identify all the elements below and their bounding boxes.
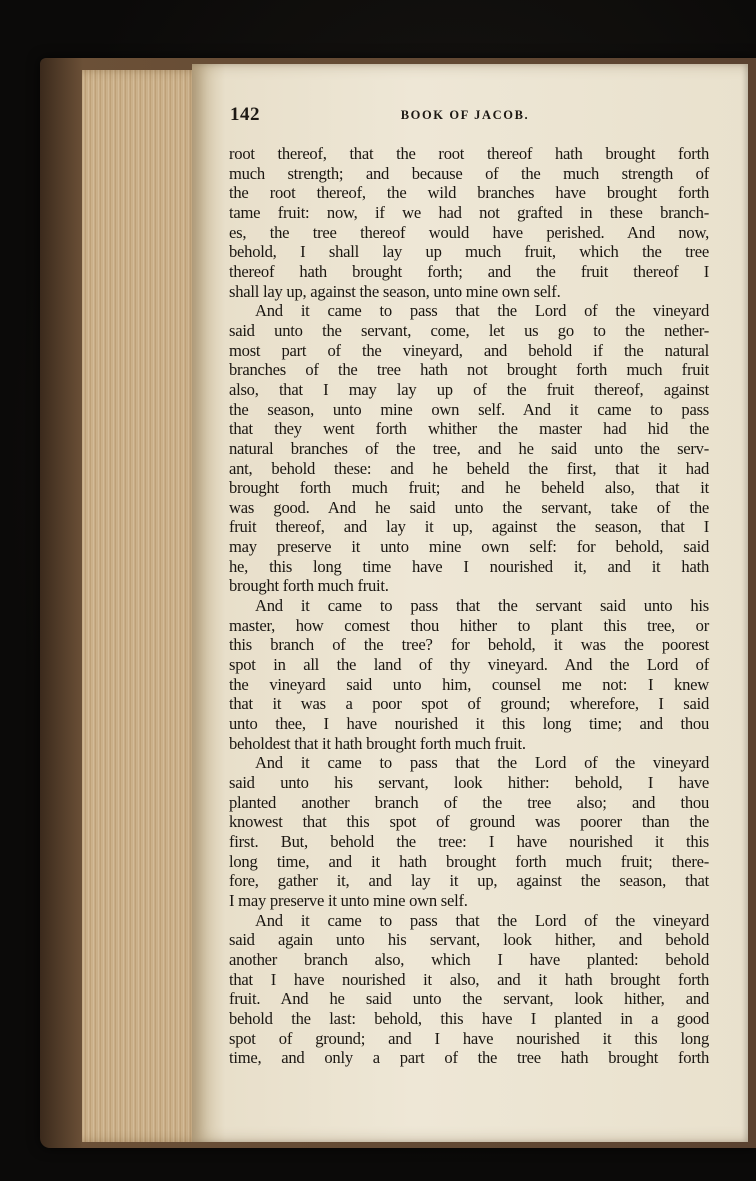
text-line: the season, unto mine own self. And it came to pass: [229, 399, 709, 419]
text-line: was good. And he said unto the servant, take of the: [229, 497, 709, 517]
text-line: long time, and it hath brought forth much fruit; there-: [229, 851, 709, 871]
text-line: And it came to pass that the servant said unto his: [255, 596, 709, 616]
running-head: BOOK OF JACOB.: [400, 108, 530, 122]
text-line: said again unto his servant, look hither, and behold: [229, 930, 709, 950]
text-line: this branch of the tree? for behold, it was the poorest: [229, 635, 709, 655]
text-line: that it was a poor spot of ground; wherefore, I said: [229, 694, 709, 714]
text-line: beholdest that it hath brought forth much fruit.: [229, 733, 526, 753]
text-line: first. But, behold the tree: I have nourished it this: [229, 831, 709, 851]
text-line: behold the last: behold, this have I planted in a good: [229, 1008, 709, 1028]
text-line: most part of the vineyard, and behold if the natural: [229, 340, 709, 360]
text-line: said unto his servant, look hither: behold, I have: [229, 773, 709, 792]
text-line: also, that I may lay up of the fruit thereof, against: [229, 379, 709, 399]
text-line: ant, behold these: and he beheld the first, that it had: [229, 458, 709, 478]
text-line: And it came to pass that the Lord of the vineyard: [255, 753, 709, 773]
text-line: said unto the servant, come, let us go to the nether-: [229, 320, 709, 340]
text-line: may preserve it unto mine own self: for behold, said: [229, 537, 709, 557]
body-text: [229, 144, 709, 1068]
text-line: tame fruit: now, if we had not grafted in these branch-: [229, 202, 709, 222]
text-line: branches of the tree hath not brought forth much fruit: [229, 360, 709, 380]
text-line: the root thereof, the wild branches have brought forth: [229, 183, 709, 203]
text-line: time, and only a part of the tree hath brought forth: [229, 1048, 709, 1068]
text-line: thereof hath brought forth; and the fruit thereof I: [229, 261, 709, 281]
text-line: es, the tree thereof would have perished. And now,: [229, 222, 709, 242]
text-line: fruit. And he said unto the servant, look hither, and: [229, 989, 709, 1009]
page-header: [230, 104, 700, 128]
text-line: brought forth much fruit.: [229, 576, 389, 596]
text-line: much strength; and because of the much strength of: [229, 163, 709, 183]
text-line: he, this long time have I nourished it, and it hath: [229, 556, 709, 576]
text-line: And it came to pass that the Lord of the vineyard: [255, 301, 709, 321]
text-line: planted another branch of the tree also; and thou: [229, 792, 709, 812]
text-line: knowest that this spot of ground was poorer than the: [229, 812, 709, 832]
text-line: spot of ground; and I have nourished it this long: [229, 1028, 709, 1048]
text-line: fore, gather it, and lay it up, against the season, that: [229, 871, 709, 891]
text-line: I may preserve it unto mine own self.: [229, 890, 468, 910]
text-line: And it came to pass that the Lord of the vineyard: [255, 910, 709, 930]
text-line: spot in all the land of thy vineyard. And the Lord of: [229, 655, 709, 675]
text-line: that I have nourished it also, and it hath brought forth: [229, 969, 709, 989]
text-line: another branch also, which I have planted: behold: [229, 949, 709, 969]
text-line: natural branches of the tree, and he said unto the serv-: [229, 438, 709, 458]
text-line: brought forth much fruit; and he beheld also, that it: [229, 478, 709, 498]
text-line: shall lay up, against the season, unto mine own self.: [229, 281, 561, 301]
page-edges: [82, 70, 202, 1142]
text-line: fruit thereof, and lay it up, against the season, that I: [229, 517, 709, 537]
text-line: root thereof, that the root thereof hath brought forth: [229, 144, 709, 163]
page-number: 142: [230, 104, 260, 125]
text-line: behold, I shall lay up much fruit, which the tree: [229, 242, 709, 262]
text-line: that they went forth whither the master had hid the: [229, 419, 709, 439]
text-line: unto thee, I have nourished it this long time; and thou: [229, 714, 709, 734]
text-line: the vineyard said unto him, counsel me not: I knew: [229, 674, 709, 694]
text-line: master, how comest thou hither to plant this tree, or: [229, 615, 709, 635]
